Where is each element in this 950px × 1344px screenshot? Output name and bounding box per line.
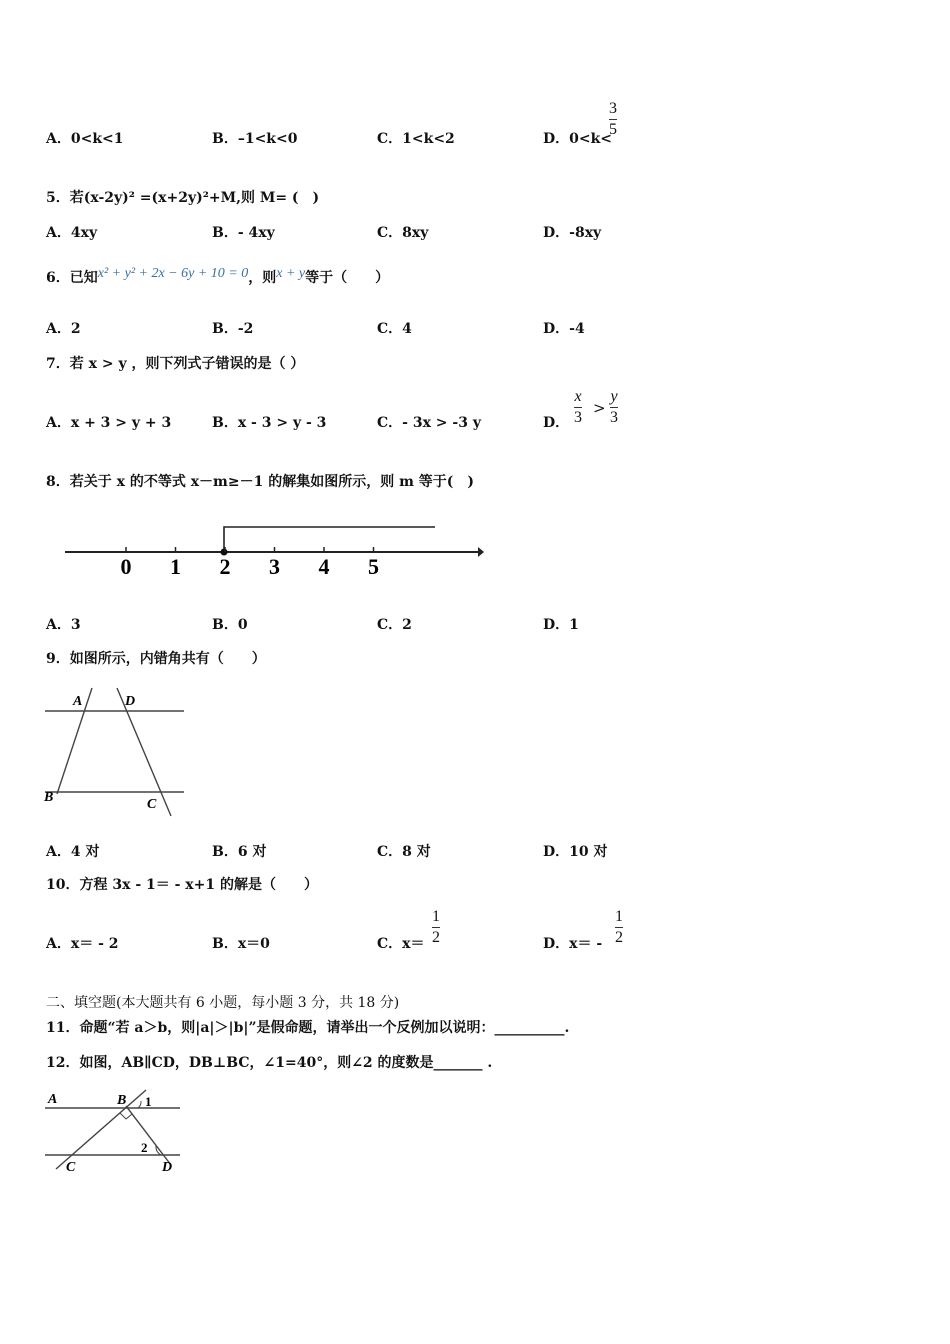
q6-option-b: B．-2 bbox=[212, 321, 254, 337]
q7-option-d-fraction-right bbox=[610, 388, 618, 427]
q10-stem: 10．方程 3x - 1＝ - x+1 的解是（ ） bbox=[46, 877, 318, 893]
q6-option-d: D．-4 bbox=[543, 321, 585, 337]
q8-option-c: C．2 bbox=[377, 617, 412, 633]
q7-option-c: C．- 3x > -3 y bbox=[377, 415, 481, 431]
section-2-title: 二、填空题(本大题共有 6 小题，每小题 3 分，共 18 分) bbox=[46, 995, 400, 1011]
q8-option-b: B．0 bbox=[212, 617, 248, 633]
q11-stem: 11．命题“若 a＞b，则|a|＞|b|”是假命题，请举出一个反例加以说明：__________. bbox=[46, 1020, 570, 1036]
q10-option-c-fraction bbox=[432, 908, 440, 947]
q12-label-angle-2: 2 bbox=[141, 1140, 148, 1155]
q12-label-d: D bbox=[162, 1160, 173, 1175]
q9-label-a: A bbox=[73, 694, 83, 709]
q10-option-d-fraction bbox=[615, 908, 623, 947]
number-line-arrow-icon bbox=[478, 547, 484, 557]
q12-label-a: A bbox=[48, 1092, 58, 1107]
q9-option-b: B．6 对 bbox=[212, 844, 267, 860]
q6-stem-suffix: 等于（ ） bbox=[305, 270, 390, 286]
number-line-tick-label: 2 bbox=[219, 554, 231, 579]
q12-figure bbox=[40, 1085, 190, 1180]
number-line-tick-label: 4 bbox=[318, 554, 330, 579]
q6-stem bbox=[46, 267, 389, 287]
q6-option-a: A．2 bbox=[46, 321, 81, 337]
fraction-numerator: y bbox=[610, 388, 618, 405]
q12-label-angle-1: 1 bbox=[145, 1094, 152, 1109]
number-line-tick-label: 5 bbox=[368, 554, 379, 579]
q12-label-b: B bbox=[117, 1093, 127, 1108]
q7-stem: 7．若 x > y ，则下列式子错误的是（ ） bbox=[46, 356, 305, 372]
q5-stem: 5．若(x-2y)² =(x+2y)²+M,则 M= ( ) bbox=[46, 190, 320, 206]
q8-number-line bbox=[60, 515, 490, 585]
q12-line-bd bbox=[126, 1106, 171, 1165]
number-line-tick-label: 3 bbox=[269, 554, 280, 579]
q6-stem-prefix: 6．已知 bbox=[46, 270, 98, 286]
q9-figure bbox=[40, 684, 190, 824]
fraction-denominator: 2 bbox=[615, 929, 623, 946]
solution-set-bracket bbox=[224, 527, 435, 552]
right-angle-mark bbox=[120, 1113, 132, 1119]
number-line-tick-label: 1 bbox=[170, 554, 181, 579]
q8-option-d: D．1 bbox=[543, 617, 579, 633]
q4-option-d bbox=[543, 128, 612, 148]
q7-option-d-fraction-left bbox=[574, 388, 582, 427]
q10-option-a: A．x＝ - 2 bbox=[46, 936, 119, 952]
q9-label-b: B bbox=[44, 790, 54, 805]
q12-label-c: C bbox=[66, 1160, 76, 1175]
q7-option-d-operator: > bbox=[593, 399, 606, 417]
q9-option-d: D．10 对 bbox=[543, 844, 608, 860]
q12-line-bc bbox=[56, 1090, 146, 1169]
angle-1-arc bbox=[138, 1101, 141, 1108]
q4-option-d-prefix: D．0<k< bbox=[543, 131, 613, 147]
q4-option-c: C．1<k<2 bbox=[377, 131, 455, 147]
q4-option-d-fraction bbox=[609, 100, 617, 139]
q5-option-d: D．-8xy bbox=[543, 225, 602, 241]
q7-option-d-prefix: D． bbox=[543, 415, 570, 431]
fraction-numerator: 3 bbox=[609, 100, 617, 117]
q8-option-a: A．3 bbox=[46, 617, 81, 633]
q9-label-c: C bbox=[147, 797, 157, 812]
q7-option-a: A．x + 3 > y + 3 bbox=[46, 415, 172, 431]
q9-label-d: D bbox=[125, 694, 136, 709]
fraction-numerator: x bbox=[574, 388, 582, 405]
fraction-numerator: 1 bbox=[432, 908, 440, 925]
q6-formula-sum: x + y bbox=[276, 266, 306, 281]
q4-option-a: A．0<k<1 bbox=[46, 131, 124, 147]
q4-option-b: B．–1<k<0 bbox=[212, 131, 298, 147]
fraction-bar bbox=[609, 119, 617, 120]
fraction-bar bbox=[432, 927, 440, 928]
fraction-denominator: 2 bbox=[432, 929, 440, 946]
q7-option-b: B．x - 3 > y - 3 bbox=[212, 415, 327, 431]
q5-option-b: B．- 4xy bbox=[212, 225, 275, 241]
q6-formula-equation: x² + y² + 2x − 6y + 10 = 0 bbox=[97, 266, 249, 281]
fraction-denominator: 3 bbox=[610, 409, 618, 426]
q10-option-c-prefix: C．x＝ bbox=[377, 936, 425, 952]
fraction-numerator: 1 bbox=[615, 908, 623, 925]
q8-stem: 8．若关于 x 的不等式 x－m≥－1 的解集如图所示，则 m 等于( ) bbox=[46, 474, 475, 490]
q9-option-a: A．4 对 bbox=[46, 844, 100, 860]
number-line-tick-label: 0 bbox=[120, 554, 132, 579]
q12-stem: 12．如图，AB∥CD，DB⊥BC，∠1=40°，则∠2 的度数是_______ . bbox=[46, 1055, 493, 1071]
fraction-bar bbox=[610, 407, 618, 408]
q6-option-c: C．4 bbox=[377, 321, 412, 337]
q5-option-c: C．8xy bbox=[377, 225, 429, 241]
fraction-denominator: 3 bbox=[574, 409, 582, 426]
q5-option-a: A．4xy bbox=[46, 225, 98, 241]
q10-option-d-prefix: D．x＝ - bbox=[543, 936, 603, 952]
q6-stem-mid: ，则 bbox=[248, 270, 277, 286]
q10-option-b: B．x＝0 bbox=[212, 936, 270, 952]
fraction-denominator: 5 bbox=[609, 121, 617, 138]
q9-option-c: C．8 对 bbox=[377, 844, 431, 860]
fraction-bar bbox=[615, 927, 623, 928]
fraction-bar bbox=[574, 407, 582, 408]
q9-stem: 9．如图所示，内错角共有（ ） bbox=[46, 651, 266, 667]
